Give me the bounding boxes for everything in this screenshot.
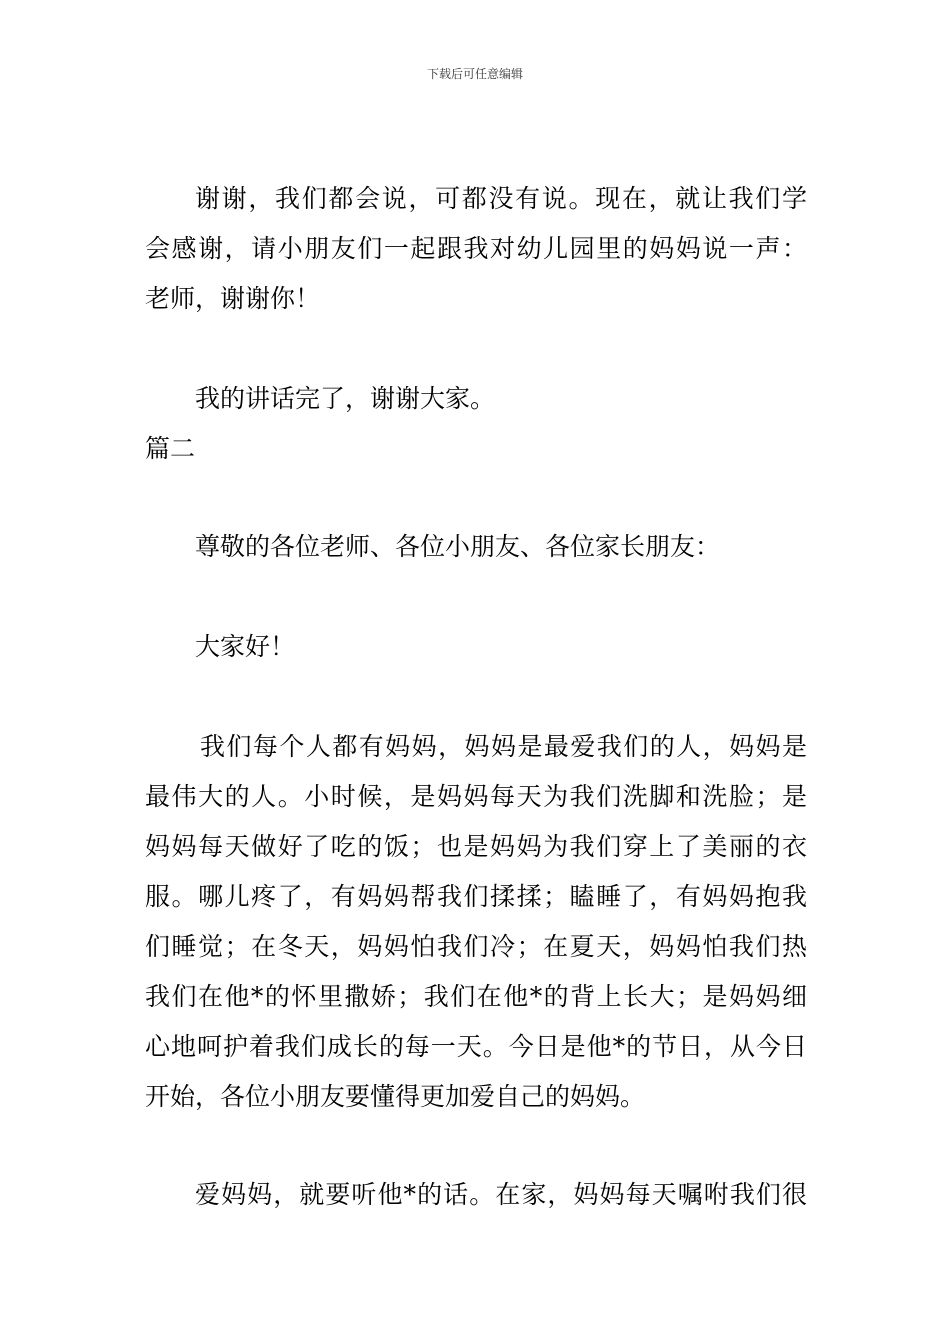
- paragraph-line: 妈妈每天做好了吃的饭；也是妈妈为我们穿上了美丽的衣: [145, 832, 807, 861]
- paragraph-line: 尊敬的各位老师、各位小朋友、各位家长朋友：: [195, 532, 721, 561]
- paragraph-line: 老师，谢谢你！: [145, 284, 321, 313]
- paragraph-line: 谢谢，我们都会说，可都没有说。现在，就让我们学: [195, 184, 807, 213]
- paragraph-closing: [145, 374, 807, 424]
- section-title: 篇二: [145, 434, 196, 463]
- paragraph-love-mom: [145, 1170, 807, 1220]
- paragraph-hello: [145, 622, 807, 672]
- paragraph-line: 我的讲话完了，谢谢大家。: [195, 384, 496, 413]
- paragraph-line: 我们在他*的怀里撒娇；我们在他*的背上长大；是妈妈细: [145, 982, 807, 1011]
- paragraph-line: 我们每个人都有妈妈，妈妈是最爱我们的人，妈妈是: [200, 732, 807, 761]
- paragraph-thanks: [145, 174, 807, 324]
- paragraph-line: 服。哪儿疼了，有妈妈帮我们揉揉；瞌睡了，有妈妈抱我: [145, 882, 807, 911]
- paragraph-line: 最伟大的人。小时候，是妈妈每天为我们洗脚和洗脸；是: [145, 782, 807, 811]
- paragraph-mothers: [145, 722, 807, 1122]
- paragraph-line: 心地呵护着我们成长的每一天。今日是他*的节日，从今日: [145, 1032, 807, 1061]
- paragraph-line: 会感谢，请小朋友们一起跟我对幼儿园里的妈妈说一声：: [145, 234, 807, 263]
- paragraph-line: 大家好！: [195, 632, 296, 661]
- paragraph-line: 们睡觉；在冬天，妈妈怕我们冷；在夏天，妈妈怕我们热: [145, 932, 807, 961]
- page-header: 下载后可任意编辑: [426, 67, 523, 81]
- paragraph-line: 爱妈妈，就要听他*的话。在家，妈妈每天嘱咐我们很: [195, 1180, 807, 1209]
- paragraph-salutation: [145, 522, 807, 572]
- paragraph-line: 开始，各位小朋友要懂得更加爱自己的妈妈。: [145, 1082, 646, 1111]
